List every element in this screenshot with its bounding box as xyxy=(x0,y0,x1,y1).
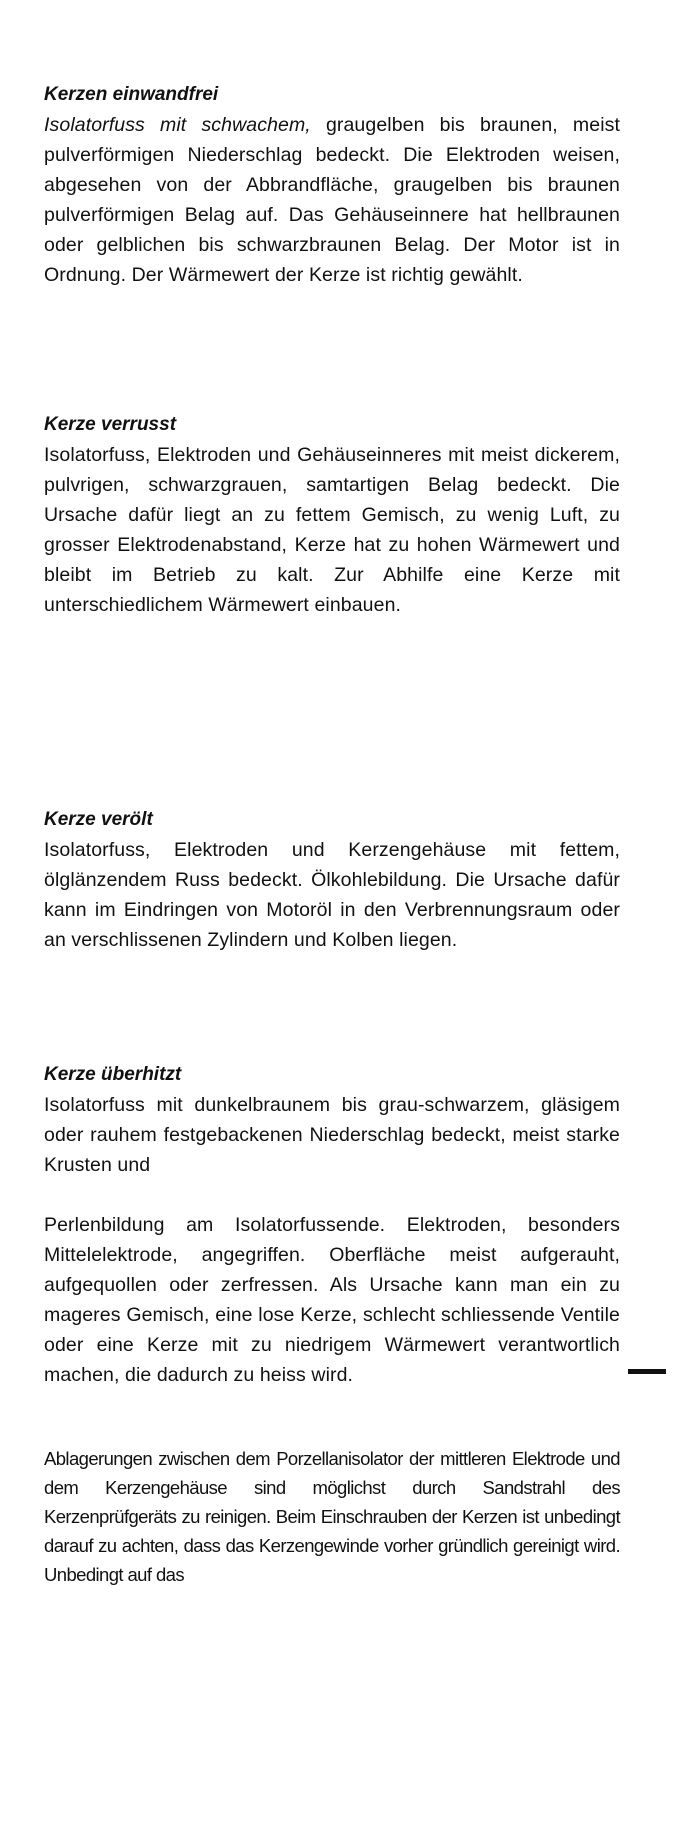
section-body: Isolatorfuss, Elektroden und Gehäuseinneres mit meist dickerem, pulvrigen, schwarzgrauen, samtartigen Belag bedeckt. Die Ursache dafür liegt an zu fettem Gemisch, zu wenig Luft, zu grosser Elektrodenabstand, Kerze hat zu hohen Wärmewert und bleibt im Betrieb zu kalt. Zur Abhilfe eine Kerze mit unterschiedlichem Wärmewert einbauen. xyxy=(44,444,620,616)
final-paragraph xyxy=(44,1444,620,1589)
section-body-text: graugelben bis braunen, meist pulverförmigen Niederschlag bedeckt. Die Elektroden weisen, abgesehen von der Abbrandfläche, graugelben bis braunen pulverförmigen Belag auf. Das Gehäuseinnere hat hellbraunen oder gelblichen bis schwarzbraunen Belag. Der Motor ist in Ordnung. Der Wärmewert der Kerze ist richtig gewählt. xyxy=(44,114,620,286)
section-heading: Kerze verrusst xyxy=(44,414,177,435)
section-heading: Kerzen einwandfrei xyxy=(44,84,219,105)
section-body xyxy=(44,110,620,290)
section-kerze-veroelt xyxy=(44,805,620,955)
continuation-text: Perlenbildung am Isolatorfussende. Elektroden, besonders Mittelelektrode, angegriffen. Oberfläche meist aufgerauht, aufgequollen oder zerfressen. Als Ursache kann man ein zu mageres Gemisch, eine lose Kerze, schlecht schliessende Ventile oder eine Kerze mit zu niedrigem Wärmewert verantwortlich machen, die dadurch zu heiss wird. xyxy=(44,1214,620,1386)
section-heading: Kerze überhitzt xyxy=(44,1064,182,1085)
section-kerze-ueberhitzt xyxy=(44,1060,620,1180)
continuation-paragraph xyxy=(44,1210,620,1390)
section-heading: Kerze verölt xyxy=(44,809,153,830)
margin-marker xyxy=(628,1369,666,1374)
section-kerzen-einwandfrei xyxy=(44,80,620,290)
section-body-italic-lead: Isolatorfuss mit schwachem, xyxy=(44,114,311,136)
section-kerze-verrusst xyxy=(44,410,620,620)
section-body: Isolatorfuss, Elektroden und Kerzengehäuse mit fettem, ölglänzendem Russ bedeckt. Ölkohlebildung. Die Ursache dafür kann im Eindringen von Motoröl in den Verbrennungsraum oder an verschlissenen Zylindern und Kolben liegen. xyxy=(44,839,620,951)
section-body: Isolatorfuss mit dunkelbraunem bis grau-schwarzem, gläsigem oder rauhem festgebackenen Niederschlag bedeckt, meist starke Krusten und xyxy=(44,1094,620,1176)
final-paragraph-text: Ablagerungen zwischen dem Porzellanisolator der mittleren Elektrode und dem Kerzengehäuse sind möglichst durch Sandstrahl des Kerzenprüfgeräts zu reinigen. Beim Einschrauben der Kerzen ist unbedingt darauf zu achten, dass das Kerzengewinde vorher gründlich gereinigt wird. Unbedingt auf das xyxy=(44,1448,620,1585)
